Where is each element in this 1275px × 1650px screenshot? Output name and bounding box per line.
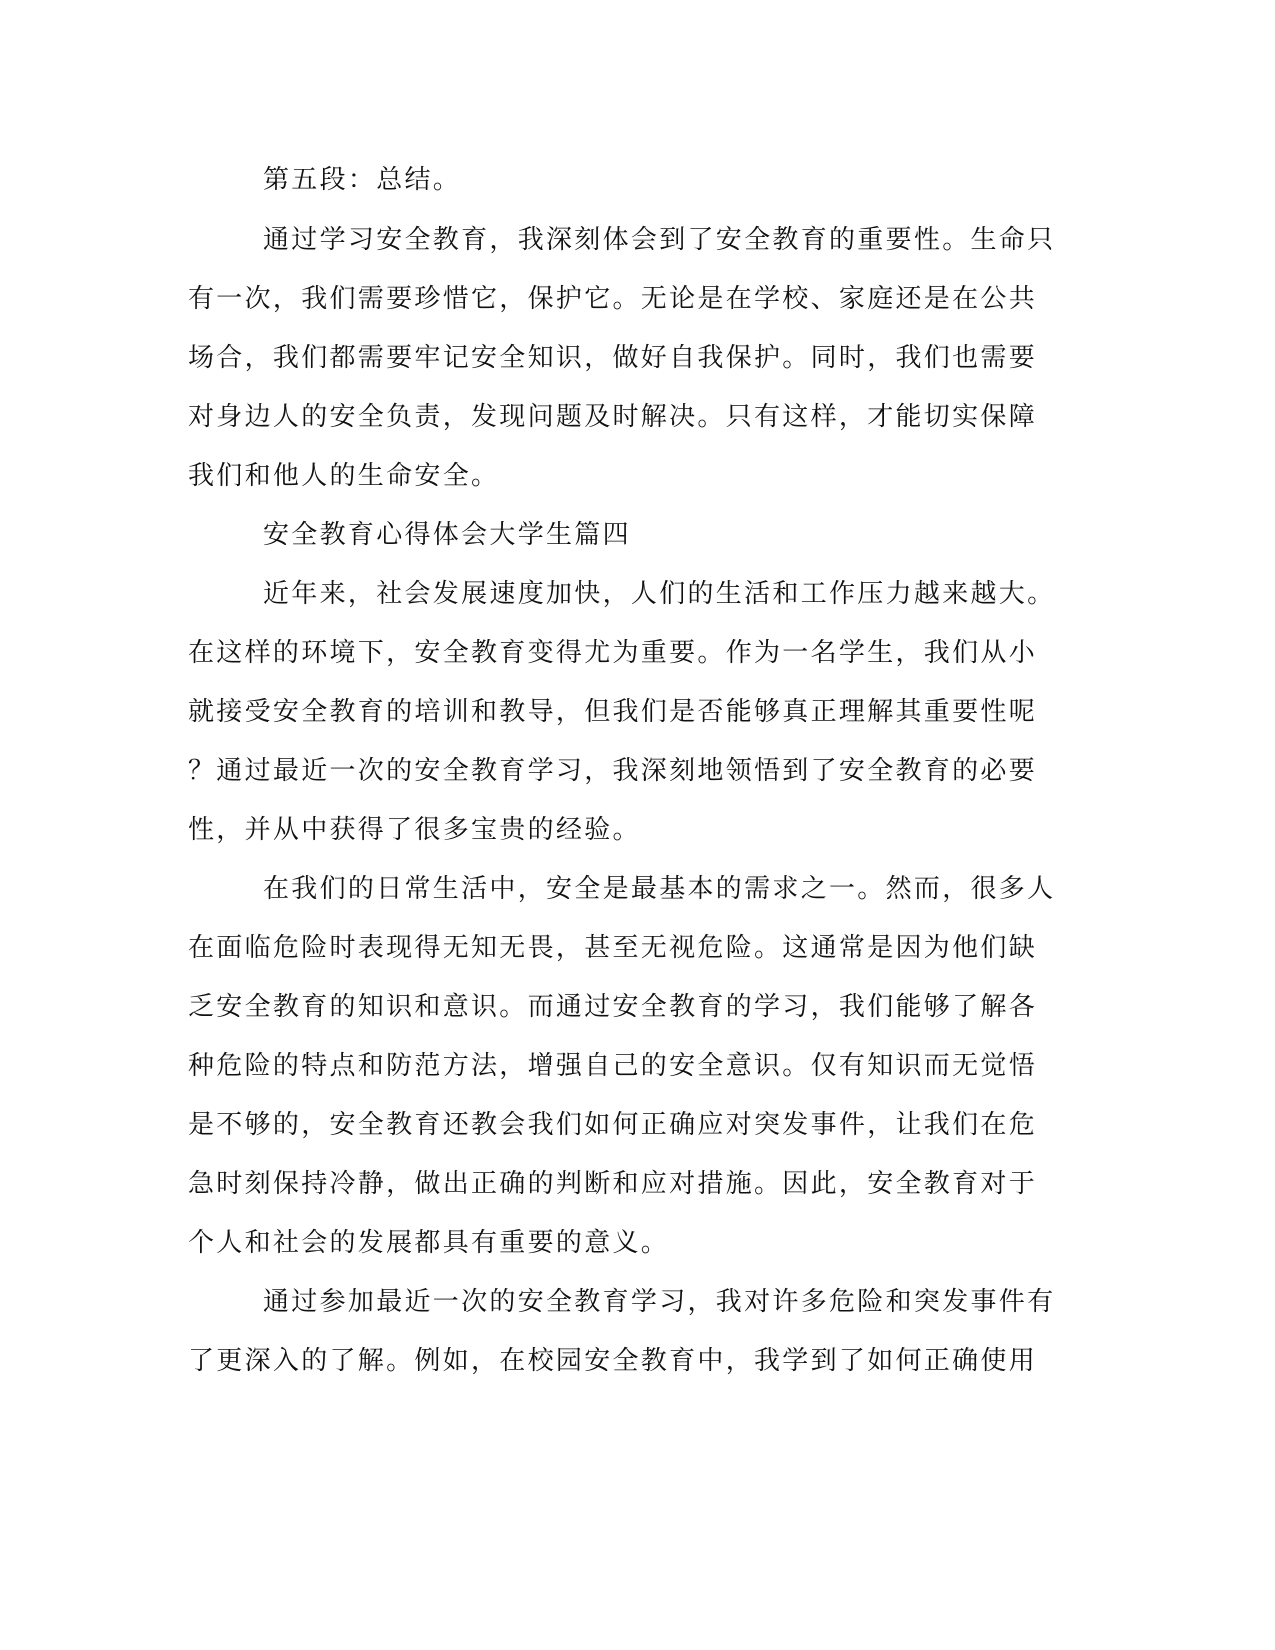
paragraph-line: 乏安全教育的知识和意识。而通过安全教育的学习，我们能够了解各 xyxy=(188,992,1038,1022)
section-heading: 第五段：总结。 xyxy=(263,165,462,195)
paragraph-line: 个人和社会的发展都具有重要的意义。 xyxy=(188,1228,670,1258)
paragraph-line: 性，并从中获得了很多宝贵的经验。 xyxy=(188,815,641,845)
paragraph-line: 在我们的日常生活中，安全是最基本的需求之一。然而，很多人 xyxy=(263,874,1056,904)
paragraph-line: 近年来，社会发展速度加快，人们的生活和工作压力越来越大。 xyxy=(263,579,1056,609)
paragraph-line: 是不够的，安全教育还教会我们如何正确应对突发事件，让我们在危 xyxy=(188,1110,1038,1140)
paragraph-line: 急时刻保持冷静，做出正确的判断和应对措施。因此，安全教育对于 xyxy=(188,1169,1038,1199)
paragraph-line: 在面临危险时表现得无知无畏，甚至无视危险。这通常是因为他们缺 xyxy=(188,933,1038,963)
paragraph-line: ？通过最近一次的安全教育学习，我深刻地领悟到了安全教育的必要 xyxy=(188,756,1038,786)
paragraph-line: 通过参加最近一次的安全教育学习，我对许多危险和突发事件有 xyxy=(263,1287,1056,1317)
summary-line: 我们和他人的生命安全。 xyxy=(188,461,500,491)
paragraph-line: 在这样的环境下，安全教育变得尤为重要。作为一名学生，我们从小 xyxy=(188,638,1038,668)
paragraph-line: 了更深入的了解。例如，在校园安全教育中，我学到了如何正确使用 xyxy=(188,1346,1038,1376)
summary-line: 对身边人的安全负责，发现问题及时解决。只有这样，才能切实保障 xyxy=(188,402,1038,432)
summary-line: 通过学习安全教育，我深刻体会到了安全教育的重要性。生命只 xyxy=(263,225,1056,255)
summary-line: 有一次，我们需要珍惜它，保护它。无论是在学校、家庭还是在公共 xyxy=(188,284,1038,314)
paragraph-line: 就接受安全教育的培训和教导，但我们是否能够真正理解其重要性呢 xyxy=(188,697,1038,727)
article-title: 安全教育心得体会大学生篇四 xyxy=(263,520,631,550)
summary-line: 场合，我们都需要牢记安全知识，做好自我保护。同时，我们也需要 xyxy=(188,343,1038,373)
paragraph-line: 种危险的特点和防范方法，增强自己的安全意识。仅有知识而无觉悟 xyxy=(188,1051,1038,1081)
